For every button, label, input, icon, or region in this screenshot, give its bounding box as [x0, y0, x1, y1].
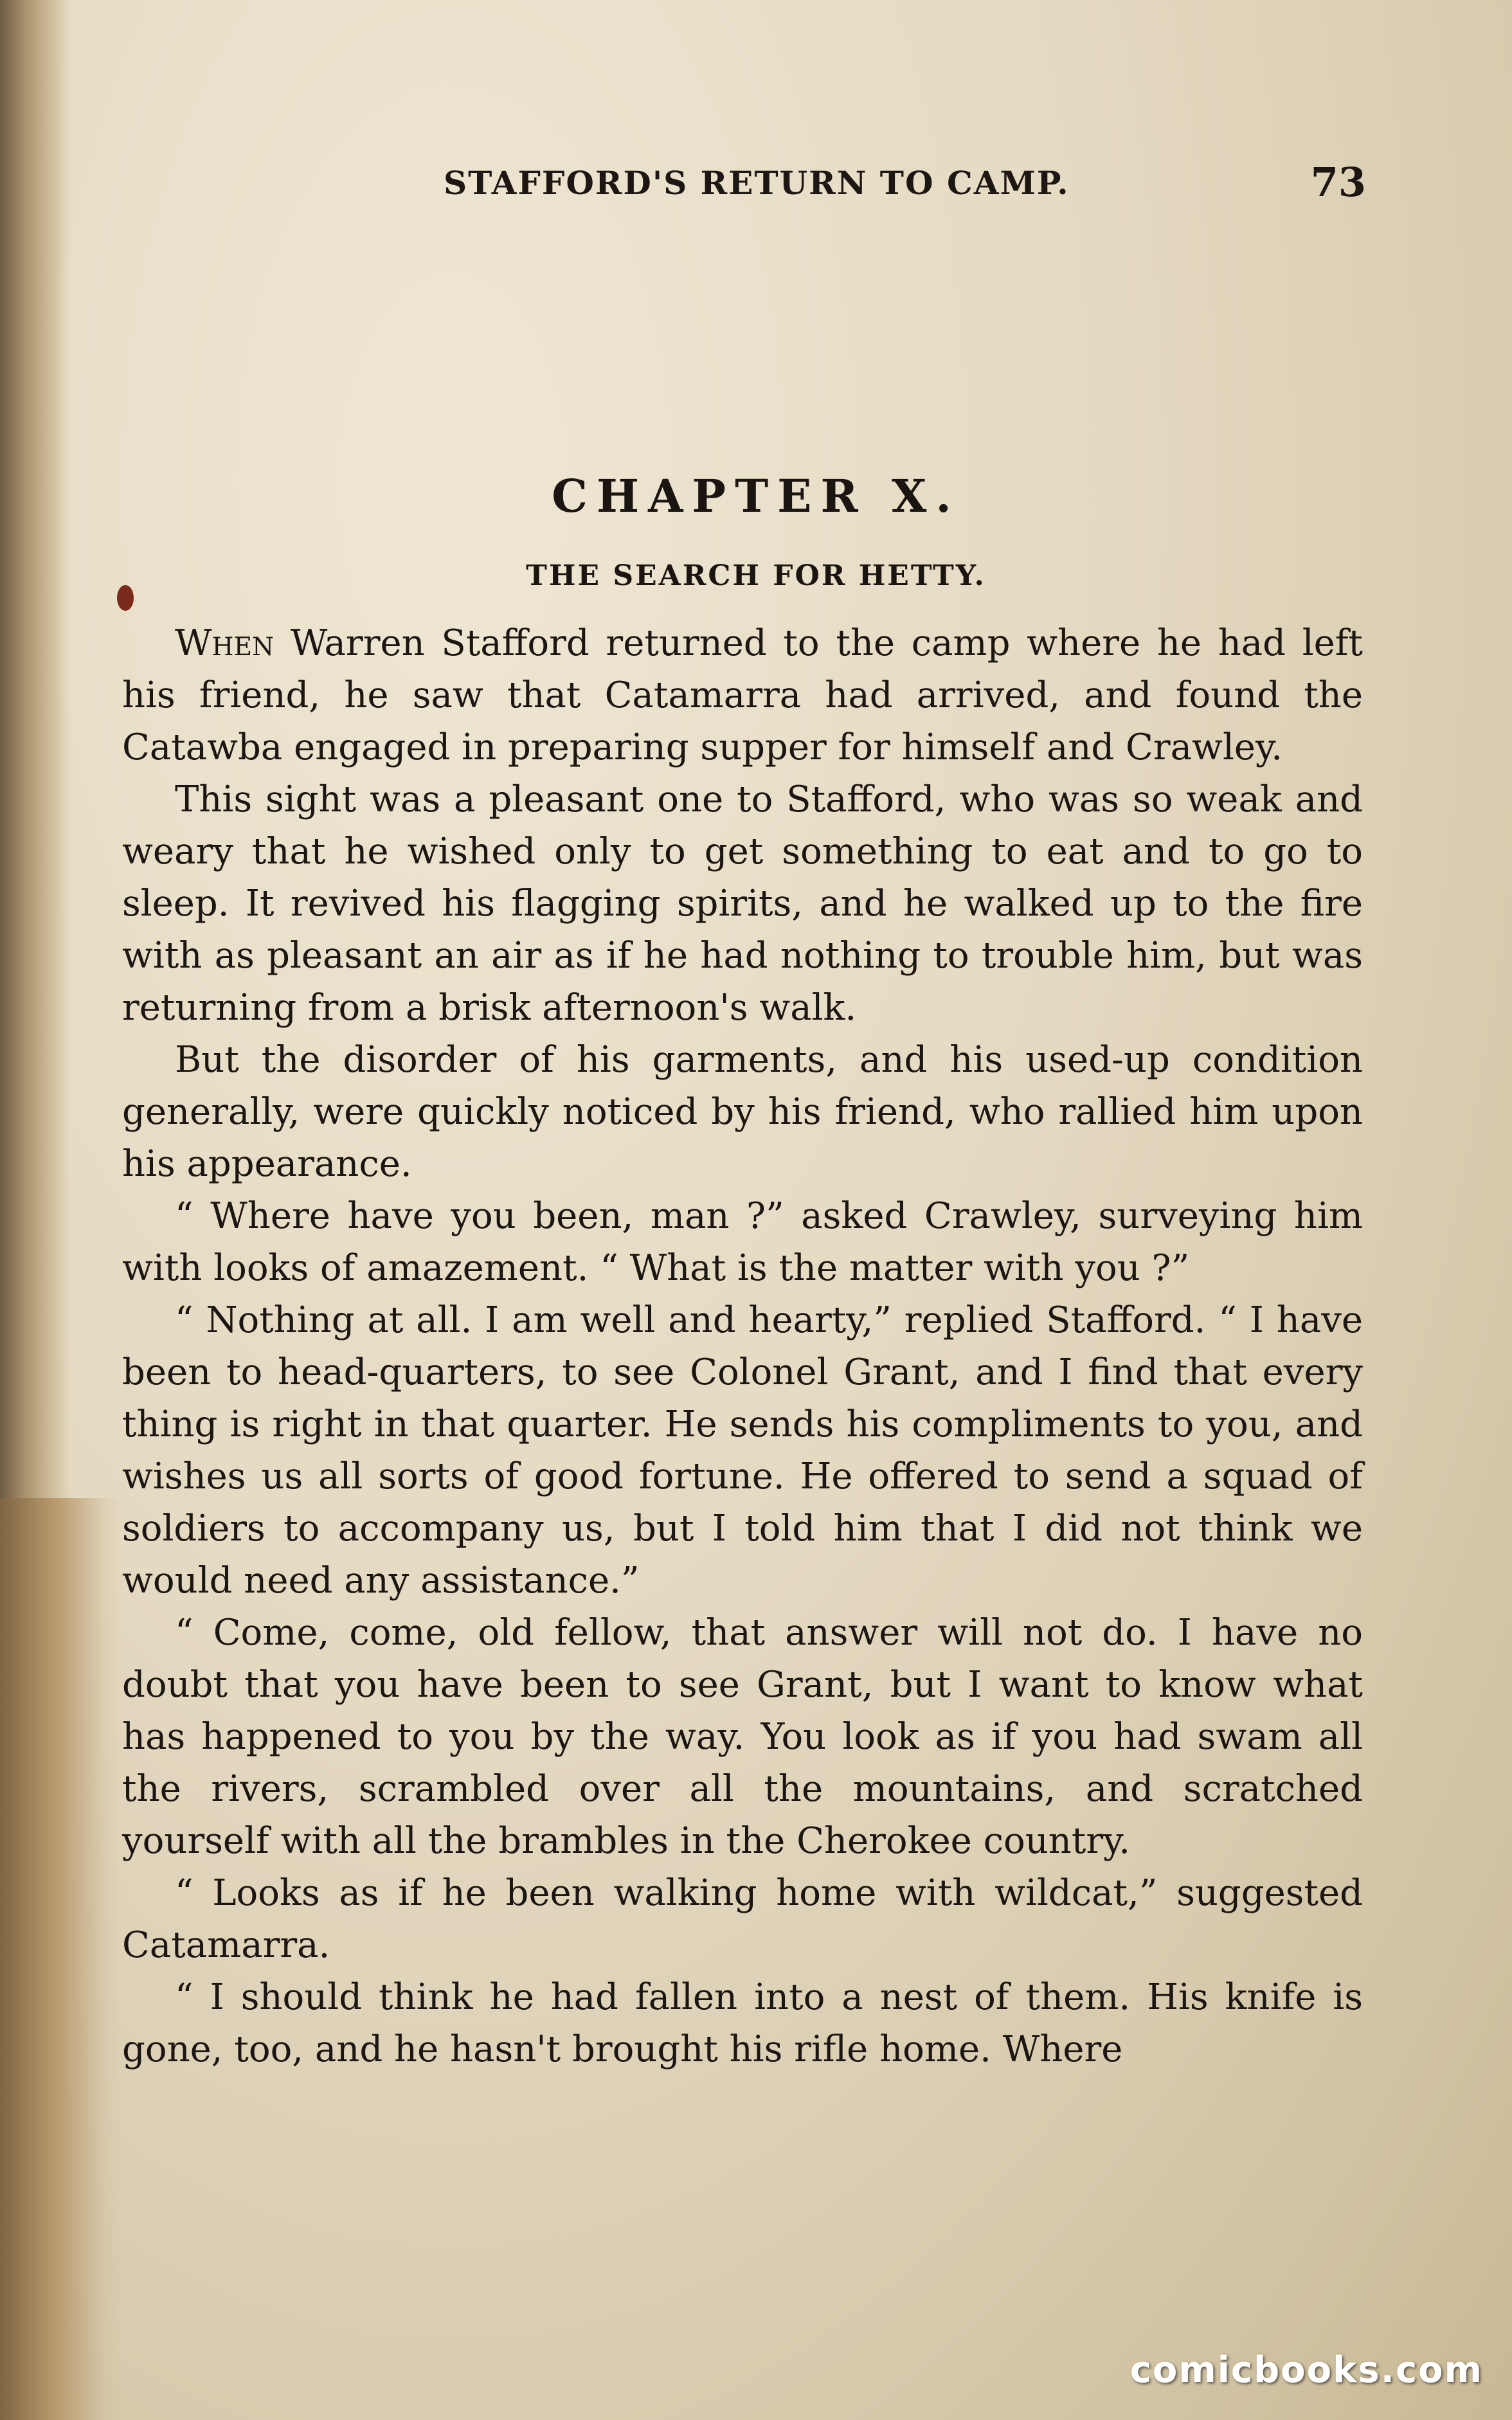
- body-text: [122, 617, 1363, 2075]
- paragraph: [122, 1607, 1363, 1867]
- paragraph-text: Warren Stafford returned to the camp where he had left his friend, he saw that Catamarra had arrived, and found the Catawba engaged in preparing supper for himself and Crawley.: [122, 622, 1363, 768]
- paragraph-text: This sight was a pleasant one to Stafford, who was so weak and weary that he wished only to get something to eat and to go to sleep. It revived his flagging spirits, and he walked up to the fire with as pleasant an air as if he had nothing to trouble him, but was returning from a brisk afternoon's walk.: [122, 779, 1363, 1029]
- paragraph: [122, 1034, 1363, 1190]
- paragraph: [122, 1867, 1363, 1971]
- chapter-title: CHAPTER X.: [552, 469, 960, 523]
- paragraph: [122, 1294, 1363, 1607]
- paragraph-text: “ Where have you been, man ?” asked Crawley, surveying him with looks of amazement. “ What is the matter with you ?”: [122, 1195, 1363, 1289]
- paragraph-text: “ Looks as if he been walking home with wildcat,” suggested Catamarra.: [122, 1872, 1363, 1966]
- chapter-subtitle: THE SEARCH FOR HETTY.: [526, 559, 986, 592]
- paragraph: [122, 1971, 1363, 2075]
- running-title: STAFFORD'S RETURN TO CAMP.: [444, 164, 1070, 202]
- paragraph: [122, 617, 1363, 773]
- page-stain: [0, 1498, 122, 2420]
- paragraph-lead: When: [175, 622, 274, 664]
- page-number: 73: [1310, 159, 1366, 206]
- running-header: [129, 159, 1366, 209]
- paragraph-text: “ Come, come, old fellow, that answer will not do. I have no doubt that you have been to see Grant, but I want to know what has happened to you by the way. You look as if you had swam all the rivers, scrambled over all the mountains, and scratched yourself with all the brambles in the Cherokee country.: [122, 1612, 1363, 1862]
- paragraph: [122, 773, 1363, 1034]
- watermark: comicbooks.com: [1130, 2349, 1483, 2391]
- paragraph-text: But the disorder of his garments, and his used-up condition generally, were quickly noticed by his friend, who rallied him upon his appearance.: [122, 1039, 1363, 1185]
- paragraph: [122, 1190, 1363, 1294]
- paragraph-text: “ Nothing at all. I am well and hearty,” replied Stafford. “ I have been to head-quarters, to see Colonel Grant, and I find that every thing is right in that quarter. He sends his compliments to you, and wishes us all sorts of good fortune. He offered to send a squad of soldiers to accompany us, but I told him that I did not think we would need any assistance.”: [122, 1299, 1363, 1602]
- paragraph-text: “ I should think he had fallen into a nest of them. His knife is gone, too, and he hasn't brought his rifle home. Where: [122, 1976, 1363, 2070]
